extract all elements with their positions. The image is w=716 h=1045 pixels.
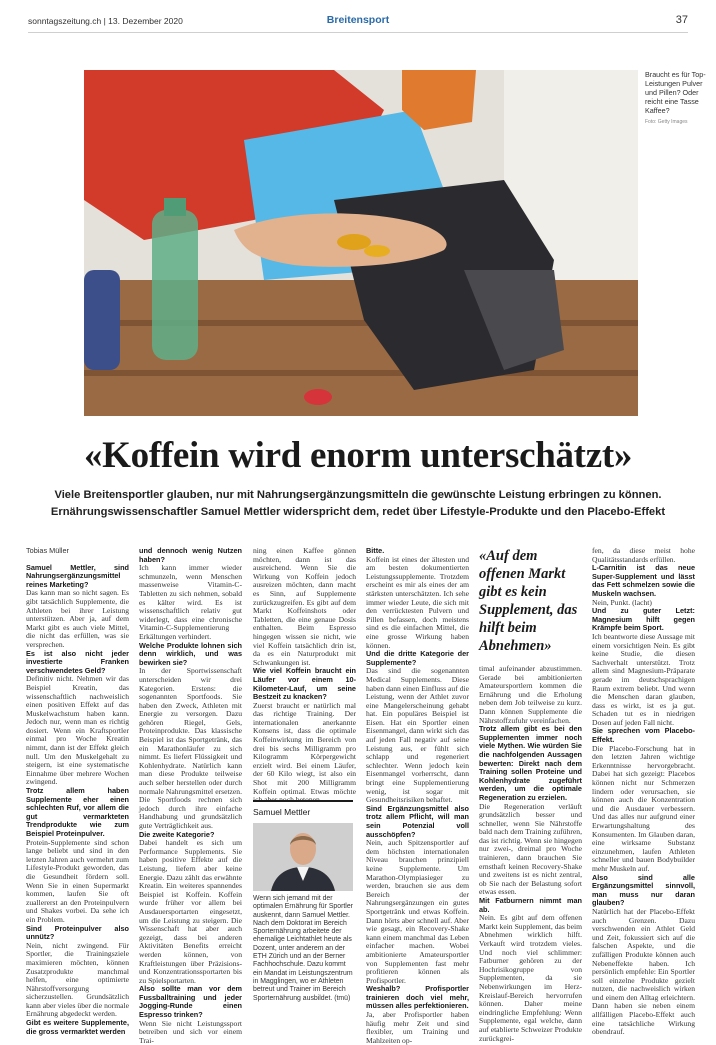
interview-answer: Ja, aber Profisportler haben häufig mehr Zeit und sind flexibler, um Training und Mahlzeiten op- [366, 1010, 469, 1045]
pull-quote: «Auf dem offenen Markt gibt es kein Supplement, das hilft beim Abnehmen» [479, 548, 578, 654]
qa-block [366, 805, 469, 985]
section-title: Breitensport [326, 14, 390, 26]
page-number: 37 [675, 14, 688, 26]
qa-block [479, 725, 582, 897]
interview-answer: Dabei handelt es sich um Performance Supplements. Sie haben positive Effekte auf die Leistung, liefern aber keine Energie. Dazu zählt das erwähnte Kreatin. Ein weiteres spannendes Beispiel ist Koffein. Koffein wurde früher vor allem bei Ausdauersportarten eingesetzt, um die Leistung zu steigern. Die Wissenschaft hat aber auch gezeigt, dass bei anderen Aktivitäten Benefits erreicht werden können, von Kraftleistungen über Präzisions- und Konzentrationssportarten bis zu Spielsportarten. [139, 838, 242, 985]
qa-block [366, 985, 469, 1045]
text-column-1 [26, 546, 129, 1036]
interview-answer: In der Sportwissenschaft unterscheiden wir drei Kategorien. Erstens: die sogenannten Sportfoods. Sie haben den Zweck, Athleten mit Energie zu versorgen. Dazu gehören Riegel, Gels, Proteinprodukte. Das klassische Beispiel ist das Sportgetränk, das ein Marathonläufer zu sich nimmt. Es liefert Flüssigkeit und Kohlenhydrate. Natürlich kann man diese Produkte teilweise auch selber herstellen oder durch normale Nahrungsmittel ersetzen. Die Sportfoods rechnen sich jedoch durch ihre einfache Handhabung und grundsätzlich gute Verträglichkeit aus. [139, 666, 242, 830]
hero-photo [84, 70, 638, 416]
interview-question: Es ist also nicht jeder investierte Franken verschwendetes Geld? [26, 648, 129, 675]
text-column-4 [366, 546, 469, 1045]
interview-answer: Zuerst braucht er natürlich mal das richtige Training. Der internationalen anerkannte Konsens ist, dass die optimale Koffeinwirkung im Bereich von drei bis sechs Milligramm pro Kilogramm Körpergewicht erzielt wird. Bei einem Läufer, der 60 Kilo wiegt, ist also ein Shot mit 200 Milligramm Koffein optimal. Etwas möchte ich aber noch betonen. [253, 700, 356, 805]
qa-block [139, 831, 242, 986]
interview-question: und dennoch wenig Nutzen haben? [139, 546, 242, 564]
lead-paragraph: Viele Breitensportler glauben, nur mit Nahrungsergänzungsmitteln die gewünschte Leistung erbringen zu können. Ernährungswissenschaftler Samuel Mettler widerspricht dem, redet über Lifestyle-Produkte und den Placebo-Effekt [50, 489, 666, 518]
bio-name: Samuel Mettler [253, 807, 311, 817]
interview-answer: Das sind die sogenannten Medical Supplements. Diese haben dann einen Einfluss auf die Leistung, wenn der Athlet zuvor eine Mangelerscheinung gehabt hat. Ein populäres Beispiel ist Eisen. Hat ein Sportler einen Eisenmangel, dann wirkt sich das auf jeden Fall negativ auf seine Leistung aus, er fühlt sich schlapp und regeneriert schlechter. Wenn jedoch kein Eisenmangel vorherrscht, dann bringt eine Supplementierung wenig, ist sogar mit Gesundheitsrisiken behaftet. [366, 666, 469, 805]
interview-answer: Natürlich hat der Placebo-Effekt auch Grenzen. Dazu verschwenden ein Athlet Geld und Zeit, fokussiert sich auf die falschen Aspekte, und die zufälligen Produkte können auch Nebeneffekte haben. Ich persönlich empfehle: Ein Sportler soll einzelne Produkte gezielt nutzen, die nachweislich wirken und einem den Alltag erleichtern. Dann haben sie neben einem allfälligen Placebo-Effekt auch eine tatsächliche Wirkung obendrauf. [592, 906, 695, 1037]
bio-box [253, 800, 353, 1003]
qa-block [26, 1019, 129, 1036]
qa-block [592, 547, 695, 564]
interview-question: Und die dritte Kategorie der Supplemente? [366, 649, 469, 667]
text-column-5 [479, 547, 582, 1043]
interview-question: Bitte. [366, 546, 385, 555]
interview-question: Welche Produkte lohnen sich denn wirklich, und was bewirken sie? [139, 640, 242, 667]
qa-block [253, 547, 356, 667]
qa-block [139, 642, 242, 831]
interview-answer: Ich kann immer wieder schmunzeln, wenn Menschen massenweise Vitamin-C-Tabletten zu sich nehmen, sobald es kälter wird. Es ist wissenschaftlich relativ gut widerlegt, dass eine chronische Vitamin-C-Supplementierung Erkältungen verhindert. [139, 563, 242, 641]
interview-question: Sind Proteinpulver also unnütz? [26, 923, 129, 942]
caption-text: Braucht es für Top-Leistungen Pulver und Pillen? Oder reicht eine Tasse Kaffee? [645, 70, 706, 115]
qa-block [366, 650, 469, 805]
qa-block [592, 564, 695, 607]
page-header [28, 12, 688, 33]
qa-block [139, 985, 242, 1045]
interview-question: Wie viel Koffein braucht ein Läufer vor einem 10-Kilometer-Lauf, um seine Bestzeit zu knacken? [253, 666, 356, 702]
interview-answer: Protein-Supplemente sind schon lange beliebt und sind in den letzten Jahren auch vermehrt zum Lifestyle-Produkt geworden, das die Gesundheit fördern soll. Wenn Sie in einen Supermarkt kommen, laufen Sie oft zuallererst an den Proteinpulvern und Shakes vorbei. Da sehe ich ein Problem. [26, 837, 129, 924]
author-byline: Tobias Müller [26, 546, 69, 555]
qa-block [592, 727, 695, 873]
interview-question: Samuel Mettler, sind Nahrungsergänzungsmittel reines Marketing? [26, 562, 129, 589]
qa-block [26, 925, 129, 1020]
interview-answer: Nein, nicht zwingend. Für Sportler, die Trainingsziele maximieren möchten, können Zusatzprodukte manchmal helfen, eine optimierte Nährstoffversorgung sicherzustellen. Grundsätzlich kann aber vieles über die normale Ernährung abgedeckt werden. [26, 940, 129, 1019]
qa-block [26, 650, 129, 788]
interview-question: Also sollte man vor dem Fussballtraining und jeder Jogging-Runde einen Espresso trinken? [139, 984, 242, 1020]
qa-block [366, 547, 469, 650]
text-column-3 [253, 546, 356, 805]
qa-block [253, 667, 356, 805]
interview-question: Die zweite Kategorie? [139, 829, 215, 839]
qa-block [479, 897, 582, 1043]
interview-question: Gibt es weitere Supplemente, die gross vermarktet werden [26, 1018, 129, 1036]
interview-answer: fen, da diese meist hohe Qualitätsstandards erfüllen. [592, 546, 695, 564]
qa-block [26, 564, 129, 650]
text-column-6 [592, 546, 695, 1037]
interview-answer: Nein, auch Spitzensportler auf dem höchsten internationalen Niveau brauchen prinzipiell keine Supplemente. Um Marathon-Olympiasieger zu werden, brauchen sie aus dem Bereich der Nahrungsergänzungen ein gutes Sportgetränk und etwas Koffein. Dann hörts aber schnell auf. Aber wie gesagt, ein Recovery-Shake kann einem manchmal das Leben einfacher machen. Wobei ambitionierte Amateursportler von Supplementen fast mehr profitieren können als Profisportler. [366, 838, 469, 985]
interview-answer: ning einen Kaffee gönnen möchten, dann ist das ausreichend. Wenn Sie die Wirkung von Koffein jedoch ausreizen möchten, dann macht es Sinn, auf Supplemente zurückzugreifen. Es gibt auf dem Markt Koffeinshots oder Tabletten, die eine genaue Dosis enthalten. Beim Espresso hingegen wissen sie nicht, wie viel Koffein tatsächlich drin ist, da es ein Naturprodukt mit Schwankungen ist. [253, 546, 356, 667]
interview-answer: Ich beantworte diese Aussage mit einem vorsichtigen Nein. Es gibt keine Studie, die diesen Sachverhalt unterstützt. Trotz allem sind Magnesium-Präparate gerade im deutschsprachigen Raum extrem beliebt. Und wenn die Menschen daran glauben, dass es wirkt, ist es ja gut. Schaden tut es in niedrigen Dosen auf jeden Fall nicht. [592, 631, 695, 727]
interview-question: Sie sprechen vom Placebo-Effekt. [592, 726, 695, 745]
photo-credit: Foto: Getty Images [645, 119, 688, 125]
qa-block [26, 787, 129, 925]
qa-block [139, 547, 242, 642]
interview-question: Und zu guter Letzt: Magnesium hilft gegen Krämpfe beim Sport. [592, 606, 695, 633]
interview-question: Also sind alle Ergänzungsmittel sinnvoll, man muss nur daran glauben? [592, 872, 695, 908]
interview-question: Trotz allem haben Supplemente eher einen schlechten Ruf, vor allem die gut vermarkteten Trendprodukte wie zum Beispiel Proteinpulver. [26, 786, 129, 838]
photo-caption [645, 70, 711, 127]
interview-answer: Das kann man so nicht sagen. Es gibt tatsächlich Supplemente, die Athleten bei ihrer Leistung unterstützen. Aber ja, auf dem Markt gibt es auch viele Mittel, die nicht das erfüllen, was sie versprechen. [26, 588, 129, 649]
interview-answer: Die Placebo-Forschung hat in den letzten Jahren wichtige Erkenntnisse hervorgebracht. Dabei hat sich gezeigt: Placebos können nicht nur Schmerzen lindern oder verursachen, sie können auch die Konzentration und die Ausdauer verbessern. Und das alles nur aufgrund einer Erwartungshaltung des Konsumenten. Im Glauben daran, eine wirksame Substanz einzunehmen, laufen Athleten schneller und bauen Bodybuilder mehr Muskeln auf. [592, 743, 695, 873]
interview-question: Trotz allem gibt es bei den Supplementen immer noch viele Mythen. Wie würden Sie die nachfolgenden Aussagen bewerten: Direkt nach dem Training sollen Proteine und Kohlenhydrate zugeführt werden, um die optimale Regeneration zu erzielen. [479, 724, 582, 802]
interview-answer: Nein, Punkt. (lacht) [592, 597, 652, 607]
headline: «Koffein wird enorm unterschätzt» [83, 435, 633, 476]
interview-question: Sind Ergänzungsmittel also trotz allem Pflicht, will man sein Potenzial voll ausschöpfen? [366, 803, 469, 839]
qa-block [479, 665, 582, 725]
qa-block [592, 874, 695, 1037]
interview-answer: Definitiv nicht. Nehmen wir das Beispiel Kreatin, das wissenschaftlich nachweislich einen positiven Effekt auf das Muskelwachstum haben kann. Jedoch nur, wenn man es richtig dosiert. Wenn ein Kraftsportler einmal pro Woche Kreatin nimmt, dann ist der Effekt gleich null. Um den Muskelgehalt zu steigern, ist eine systematische Einnahme über mehrere Wochen zwingend. [26, 674, 129, 787]
interview-question: L-Carnitin ist das neue Super-Supplement und lässt das Fett schmelzen sowie die Muskeln wachsen. [592, 563, 695, 598]
qa-block [592, 607, 695, 727]
text-column-2 [139, 546, 242, 1045]
portrait-photo [253, 823, 353, 891]
interview-answer: Nein. Es gibt auf dem offenen Markt kein Supplement, das beim Abnehmen wirklich hilft. Verkauft wird trotzdem vieles. Und noch viel schlimmer: Fatburner gehören zu der Hochrisikogruppe von Supplementen, da sie Nebenwirkungen im Herz-Kreislauf-Bereich hervorrufen können. Daher meine eindringliche Empfehlung: Wenn Supplemente, egal welche, dann auf etablierte Schweizer Produkte zurückgrei- [479, 913, 582, 1043]
interview-answer: timal aufeinander abzustimmen. Gerade bei ambitionierten Amateursportlern kommen die Ernährung und die Erholung neben dem Job teilweise zu kurz. Dann können Supplemente die Nährstoffzufuhr vereinfachen. [479, 664, 582, 725]
publication-source: sonntagszeitung.ch | 13. Dezember 2020 [28, 16, 183, 26]
interview-answer: Die Regeneration verläuft grundsätzlich besser und schneller, wenn Sie Nährstoffe bald nach dem Training zuführen, das ist richtig. Wenn sie hingegen nur zwei-, dreimal pro Woche trainieren, dann brauchen Sie ernsthaft keinen Recovery-Shake und zweitens ist es nicht zentral, ob Sie nach der Belastung sofort etwas essen. [479, 801, 582, 897]
interview-question: Weshalb? Profisportler trainieren doch viel mehr, müssen alles perfektionieren. [366, 984, 469, 1011]
interview-answer: Koffein ist eines der ältesten und am besten dokumentierten Leistungssupplemente. Trotzdem erscheint es mir als eines der am stärksten unterschätzten. Ich sehe immer wieder Leute, die sich mit den verrücktesten Pulvern und Pillen befassen, doch meistens sind es die einfachen Mittel, die eine grosse Wirkung haben können. [366, 554, 469, 650]
bio-text: Wenn sich jemand mit der optimalen Ernährung für Sportler auskennt, dann Samuel Mettler. Nach dem Doktorat im Bereich Sporternährung arbeitete der ehemalige Leichtathlet heute als Dozent, unter anderem an der ETH Zürich und an der Berner Fachhochschule. Dazu kommt ein Mandat im Leistungszentrum in Magglingen, wo er Athleten betreut und Trainer im Bereich Sporternährung ausbildet. (tmü) [253, 895, 353, 1002]
interview-answer: Wenn Sie nicht Leistungssport betreiben und sich vor einem Trai- [139, 1018, 242, 1045]
interview-question: Mit Fatburnern nimmt man ab. [479, 896, 582, 914]
